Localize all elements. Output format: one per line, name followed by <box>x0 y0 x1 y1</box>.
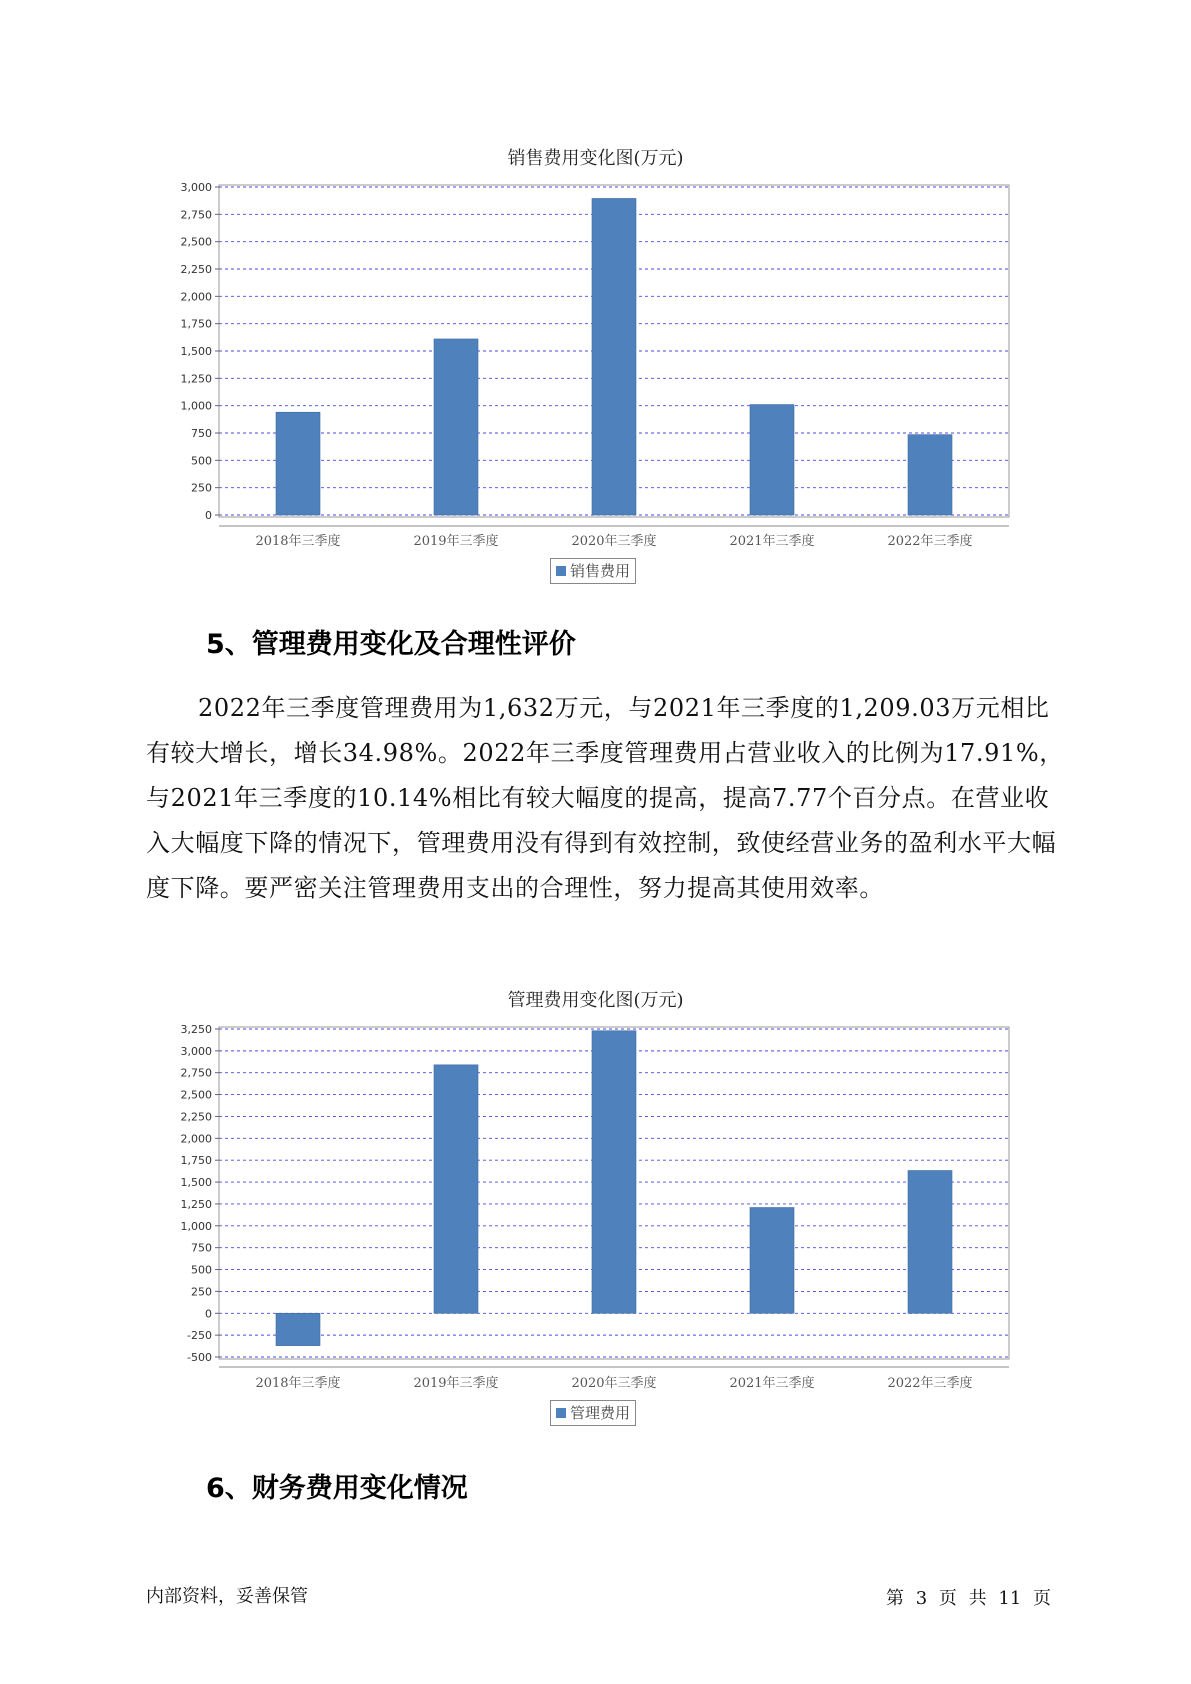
y-tick-label: -500 <box>187 1351 212 1364</box>
footer-page-number: 第 3 页 共 11 页 <box>886 1588 1051 1609</box>
x-category-label: 2021年三季度 <box>729 1376 815 1391</box>
y-tick-label: 2,250 <box>180 263 212 276</box>
bar-2022年三季度 <box>908 435 952 515</box>
y-tick-label: 750 <box>191 1241 212 1255</box>
y-tick-label: 2,000 <box>180 1132 212 1146</box>
y-tick-label: 500 <box>191 454 212 468</box>
x-category-label: 2019年三季度 <box>413 1376 499 1391</box>
y-tick-label: 2,500 <box>180 1088 212 1102</box>
y-tick-label: 1,000 <box>180 399 212 413</box>
bar-2021年三季度 <box>750 405 794 515</box>
plot-area <box>219 1027 1009 1359</box>
y-tick-label: 250 <box>191 481 212 495</box>
y-tick-label: 1,250 <box>180 372 212 386</box>
y-tick-label: 3,000 <box>180 1044 212 1058</box>
bar-2020年三季度 <box>592 1031 636 1314</box>
y-tick-label: 0 <box>205 509 212 522</box>
y-tick-label: 750 <box>191 427 212 440</box>
bar-2019年三季度 <box>434 1065 478 1313</box>
bar-2019年三季度 <box>434 339 478 515</box>
bar-2018年三季度 <box>276 1313 320 1345</box>
x-category-label: 2019年三季度 <box>413 534 499 549</box>
x-category-label: 2020年三季度 <box>571 534 657 549</box>
x-category-label: 2021年三季度 <box>729 534 815 549</box>
section-heading-6: 6、财务费用变化情况 <box>206 1473 468 1504</box>
y-tick-label: 1,500 <box>180 1176 212 1190</box>
y-tick-label: 1,000 <box>180 1219 212 1233</box>
y-tick-label: 1,250 <box>180 1197 212 1211</box>
x-category-label: 2018年三季度 <box>255 1376 341 1391</box>
legend-swatch-icon <box>556 566 566 576</box>
x-category-label: 2018年三季度 <box>255 534 341 549</box>
y-tick-label: 2,750 <box>180 1066 212 1080</box>
chart-title-admin-expense: 管理费用变化图(万元) <box>507 990 684 1011</box>
section-5-paragraph: 2022年三季度管理费用为1,632万元，与2021年三季度的1,209.03万元相比有较大增长，增长34.98%。2022年三季度管理费用占营业收入的比例为17.91%，与2021年三季度的10.14%相比有较大幅度的提高，提高7.77个百分点。在营业收入大幅度下降的情况下，管理费用没有得到有效控制，致使经营业务的盈利水平大幅度下降。要严密关注管理费用支出的合理性，努力提高其使用效率。 <box>146 694 1064 902</box>
legend-swatch-icon <box>556 1408 566 1418</box>
y-tick-label: 1,750 <box>180 317 212 331</box>
y-tick-label: 2,000 <box>180 290 212 304</box>
x-category-label: 2022年三季度 <box>887 1376 973 1391</box>
y-tick-label: 2,750 <box>180 208 212 222</box>
legend-label: 销售费用 <box>570 562 631 580</box>
y-tick-label: 1,500 <box>180 345 212 358</box>
legend-label: 管理费用 <box>570 1404 631 1422</box>
chart-title-sales-expense: 销售费用变化图(万元) <box>507 148 684 169</box>
y-tick-label: 3,000 <box>180 181 212 194</box>
y-tick-label: 2,500 <box>180 235 212 249</box>
y-tick-label: 1,750 <box>180 1154 212 1168</box>
bar-2021年三季度 <box>750 1208 794 1314</box>
y-tick-label: 3,250 <box>180 1023 212 1036</box>
y-tick-label: -250 <box>187 1329 212 1343</box>
y-tick-label: 250 <box>191 1285 212 1299</box>
bar-2018年三季度 <box>276 412 320 515</box>
y-tick-label: 2,250 <box>180 1110 212 1124</box>
x-category-label: 2022年三季度 <box>887 534 973 549</box>
section-heading-5: 5、管理费用变化及合理性评价 <box>206 629 576 660</box>
y-tick-label: 500 <box>191 1263 212 1277</box>
footer-confidential-note: 内部资料，妥善保管 <box>146 1586 308 1607</box>
bar-2020年三季度 <box>592 198 636 515</box>
y-tick-label: 0 <box>205 1307 212 1321</box>
chart-legend-sales-expense <box>550 558 636 584</box>
x-category-label: 2020年三季度 <box>571 1376 657 1391</box>
chart-legend-admin-expense <box>550 1400 636 1426</box>
bar-2022年三季度 <box>908 1171 952 1314</box>
plot-area <box>219 185 1009 517</box>
